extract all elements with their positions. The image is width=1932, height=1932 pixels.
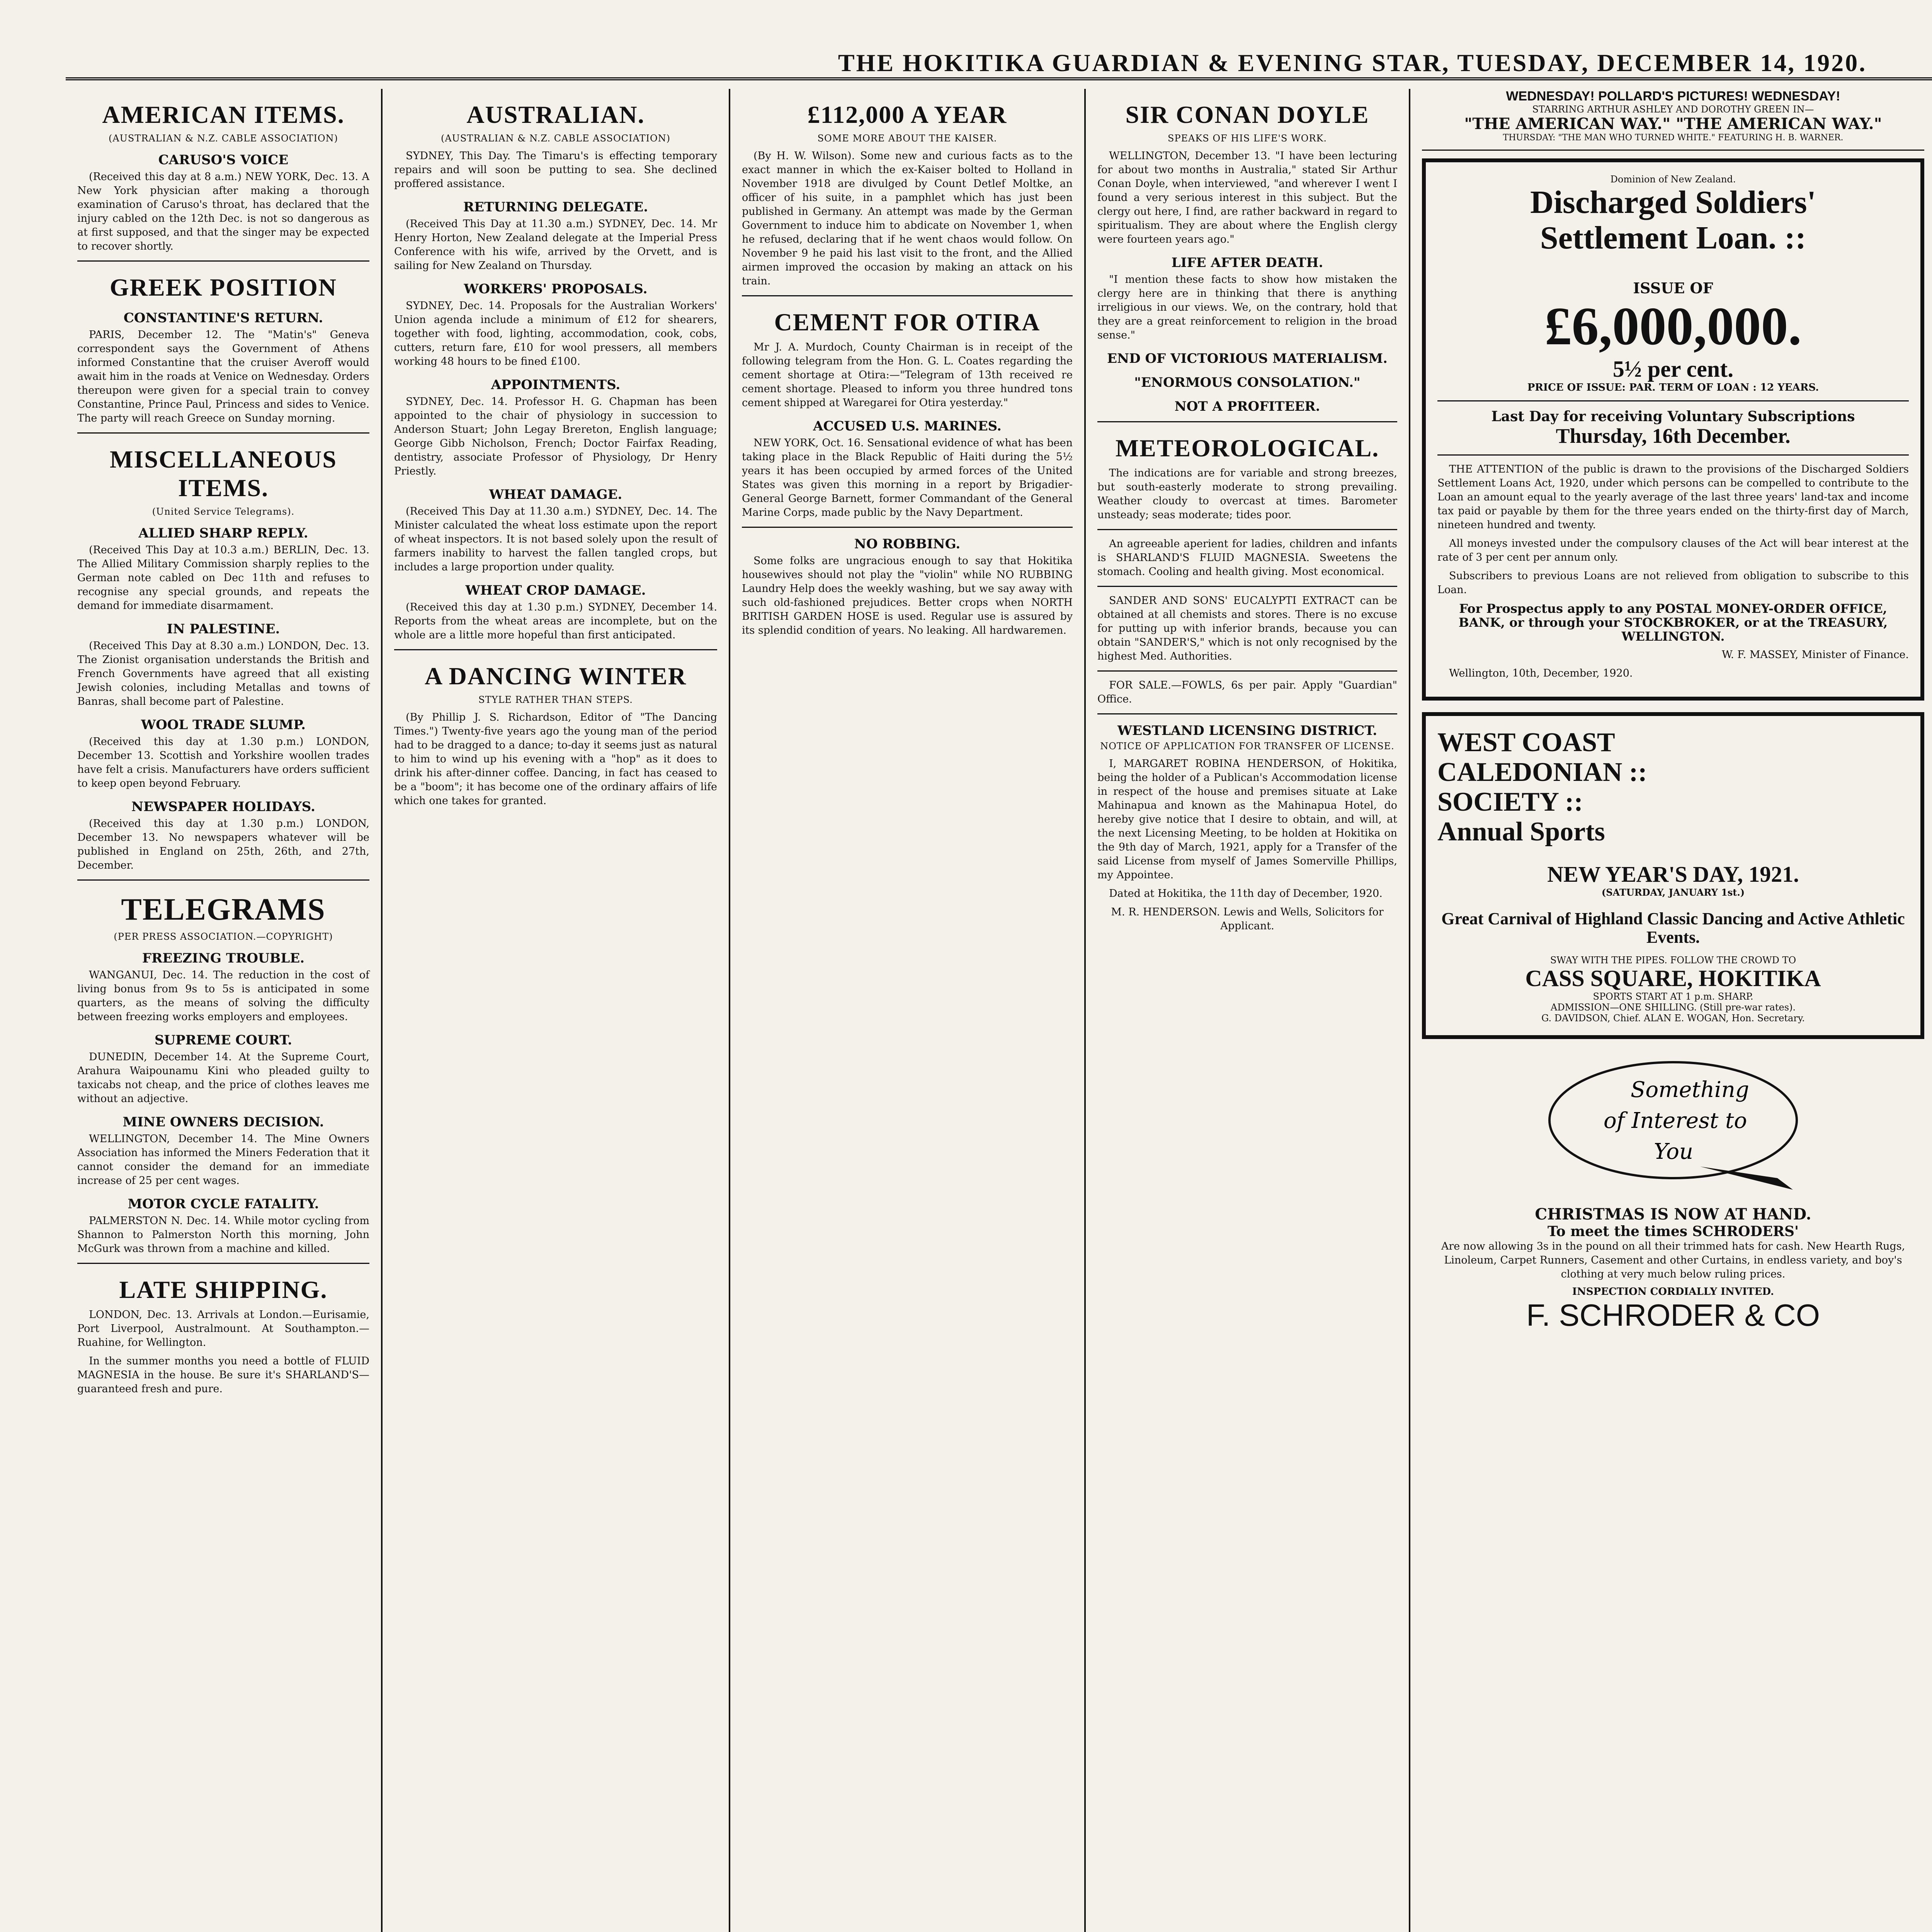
- loan-title-1: Discharged Soldiers': [1530, 184, 1816, 220]
- notice-body: I, MARGARET ROBINA HENDERSON, of Hokitika, being the holder of a Publican's Accommodation license in respect of the house and premises situate at Lake Mahinapua and known as the Mahinapua Hotel, do hereby give notice that I desire to obtain, and will, at the next Licensing Meeting, to be holden at Hokitika on the 9th day of March, 1921, apply for a Transfer of the said License from myself of James Somerville Phillips, my Appointee.: [1097, 758, 1397, 881]
- divider: [1437, 454, 1909, 456]
- loan-last-day: Last Day for receiving Voluntary Subscriptions: [1491, 408, 1855, 425]
- xmas-body: Are now allowing 3s in the pound on all their trimmed hats for cash. New Hearth Rugs, Linoleum, Carpet Runners, Casement and other Curtains, in endless variety, and boy's clothing at very much below ruling prices.: [1441, 1240, 1905, 1280]
- divider: [1422, 150, 1924, 151]
- advert-head: NO ROBBING.: [854, 536, 961, 552]
- loan-attention: THE ATTENTION of the public is drawn to the provisions of the Discharged Soldiers Settlement Loans Act, 1920, under which persons can be compelled to contribute to the Loan an amount equal to the yearly average of the last three years' land-tax and income tax paid or payable by them for the three years ended on the thirty-first day of March, nineteen hundred and twenty.: [1437, 463, 1909, 531]
- advert-text: An agreeable aperient for ladies, children and infants is SHARLAND'S FLUID MAGNESIA. Sweetens the stomach. Cooling and health giving. Most economical.: [1097, 538, 1397, 578]
- cable-credit: (AUSTRALIAN & N.Z. CABLE ASSOCIATION): [440, 133, 671, 144]
- caledonian-advert: [1422, 712, 1924, 1039]
- divider: [1097, 586, 1397, 587]
- loan-subscribers: Subscribers to previous Loans are not relieved from obligation to subscribe to this Loan.: [1437, 570, 1909, 596]
- section-cement: CEMENT FOR OTIRA: [774, 308, 1041, 336]
- article-body: PARIS, December 12. The "Matin's" Geneva correspondent says the Government of Athens informed Constantine that the cruiser Averoff would await him in the roads at Venice on Wednesday. Orders thereupon were given for a special train to convey Constantine, Prince Paul, Princess and sides to Venice. The party will reach Greece on Sunday morning.: [77, 329, 369, 424]
- article-body: The indications are for variable and strong breezes, but south-easterly moderate to strong prevailing. Weather cloudy to overcast at times. Barometer unsteady; seas moderate; tides poor.: [1097, 467, 1397, 521]
- loan-moneys: All moneys invested under the compulsory clauses of the Act will bear interest at the rate of 3 per cent per annum only.: [1437, 537, 1909, 564]
- article-head: WHEAT CROP DAMAGE.: [465, 583, 646, 598]
- caledonian-venue: CASS SQUARE, HOKITIKA: [1525, 965, 1821, 991]
- section-shipping: LATE SHIPPING.: [119, 1276, 328, 1303]
- article-body: "I mention these facts to show how mistaken the clergy here are in thinking that there is anything irreligious in our views. We, on the contrary, hold that they are a great reinforcement to religion in the broad sense.": [1097, 274, 1397, 341]
- caledonian-line-4: Annual Sports: [1437, 817, 1605, 847]
- article-body: (By Phillip J. S. Richardson, Editor of "The Dancing Times.") Twenty-five years ago the young man of the period had to be dragged to a dance; to-day it seems just as natural to him to wind up his evening with a "hop" as it does to drink his after-dinner coffee. Dancing, in fact has ceased to be a "boom"; it has become one of the ordinary affairs of life which one takes for granted.: [394, 711, 717, 807]
- article-head: IN PALESTINE.: [167, 621, 280, 637]
- article-head: CARUSO'S VOICE: [158, 152, 289, 168]
- article-body: SYDNEY, Dec. 14. Proposals for the Australian Workers' Union agenda include a minimum of £12 for shearers, together with food, lighting, accommodation, cook, cobs, cutters, return fare, £10 for wool pressers, all members working 48 hours to be fined £100.: [394, 300, 717, 367]
- notice-subhead: NOTICE OF APPLICATION FOR TRANSFER OF LICENSE.: [1100, 741, 1395, 752]
- pen-hand-icon: [1538, 1051, 1808, 1197]
- article-body: NEW YORK, Oct. 16. Sensational evidence of what has been taking place in the Black Republic of Haiti during the 5½ years it has been occupied by armed forces of the United States was given this morning in a report by Brigadier-General George Barnett, former Commandant of the General Marine Corps, made public by the Navy Department.: [742, 437, 1073, 519]
- pictures-line-4: THURSDAY: "THE MAN WHO TURNED WHITE." FEATURING H. B. WARNER.: [1503, 133, 1844, 143]
- loan-signature: W. F. MASSEY, Minister of Finance.: [1721, 649, 1909, 661]
- loan-prospectus: For Prospectus apply to any POSTAL MONEY-ORDER OFFICE, BANK, or through your STOCKBROKER, or at the TREASURY, WELLINGTON.: [1458, 601, 1888, 644]
- xmas-inspection: INSPECTION CORDIALLY INVITED.: [1572, 1286, 1774, 1298]
- section-misc: MISCELLANEOUS ITEMS.: [110, 446, 337, 502]
- article-body: WELLINGTON, December 13. "I have been lecturing for about two months in Australia," stated Sir Arthur Conan Doyle, when interviewed, "and wherever I went I found a very serious interest in this subject. But the clergy out here, I find, are rather backward in regard to spiritualism. They are about where the English clergy were fourteen years ago.": [1097, 150, 1397, 245]
- article-body: WELLINGTON, December 14. The Mine Owners Association has informed the Miners Federation that it cannot consider the demand for an immediate increase of 25 per cent wages.: [77, 1133, 369, 1187]
- advert-text: SANDER AND SONS' EUCALYPTI EXTRACT can be obtained at all chemists and stores. There is no excuse for putting up with inferior brands, because you can obtain "SANDER'S," which is not only recognised by the highest Med. Authorities.: [1097, 595, 1397, 662]
- divider: [1437, 400, 1909, 401]
- article-body: Mr J. A. Murdoch, County Chairman is in receipt of the following telegram from the Hon. G. L. Coates regarding the cement shortage at Otira:—"Telegram of 13th received re cement shortage. Pleased to inform you three hundred tons cement shipped at Waregarei for Otira yesterday.": [742, 341, 1073, 409]
- loan-dominion: Dominion of New Zealand.: [1610, 174, 1736, 185]
- pictures-line-1: WEDNESDAY! POLLARD'S PICTURES! WEDNESDAY!: [1506, 89, 1840, 104]
- divider: [1097, 421, 1397, 422]
- loan-issue: ISSUE OF: [1633, 279, 1713, 297]
- article-subhead: SPEAKS OF HIS LIFE'S WORK.: [1167, 133, 1327, 144]
- article-head: CONSTANTINE'S RETURN.: [123, 310, 323, 326]
- credit: (PER PRESS ASSOCIATION.—COPYRIGHT): [114, 931, 333, 942]
- loan-advert: [1422, 158, 1924, 701]
- classified-ad: FOR SALE.—FOWLS, 6s per pair. Apply "Guardian" Office.: [1097, 679, 1397, 705]
- loan-place: Wellington, 10th, December, 1920.: [1449, 667, 1633, 680]
- article-head: FREEZING TROUBLE.: [142, 951, 305, 966]
- section-meteorological: METEOROLOGICAL.: [1115, 434, 1379, 462]
- divider: [77, 1263, 369, 1264]
- divider: [77, 260, 369, 262]
- column-2: [383, 89, 730, 1932]
- section-dancing: A DANCING WINTER: [424, 662, 687, 690]
- credit: (United Service Telegrams).: [152, 506, 295, 517]
- article-head: NOT A PROFITEER.: [1174, 399, 1320, 414]
- loan-title-2: Settlement Loan. ::: [1540, 220, 1806, 256]
- advert-text: In the summer months you need a bottle of FLUID MAGNESIA in the house. Be sure it's SHARLAND'S—guaranteed fresh and pure.: [77, 1355, 369, 1395]
- caledonian-line-1: WEST COAST: [1437, 728, 1615, 758]
- article-head: MINE OWNERS DECISION.: [122, 1114, 324, 1130]
- divider: [1097, 670, 1397, 672]
- notice-signature: M. R. HENDERSON. Lewis and Wells, Solicitors for Applicant.: [1111, 906, 1384, 932]
- section-kaiser: £112,000 A YEAR: [807, 101, 1007, 128]
- loan-date: Thursday, 16th December.: [1556, 424, 1791, 447]
- interest-text-2: of Interest to: [1604, 1108, 1747, 1133]
- caledonian-date: NEW YEAR'S DAY, 1921.: [1547, 862, 1799, 887]
- article-body: (Received this day at 8 a.m.) NEW YORK, Dec. 13. A New York physician after making a thorough examination of Caruso's throat, has declared that the injury cabled on the 12th Dec. is not so dangerous as at first supposed, and that the singer may be expected to recover shortly.: [77, 171, 369, 252]
- article-body: WANGANUI, Dec. 14. The reduction in the cost of living bonus from 9s to 5s is anticipated in some quarters, as the means of solving the difficulty between freezing works employers and employees.: [77, 969, 369, 1023]
- column-3: [730, 89, 1086, 1932]
- caledonian-date-sub: (SATURDAY, JANUARY 1st.): [1601, 886, 1745, 898]
- cable-credit: (AUSTRALIAN & N.Z. CABLE ASSOCIATION): [108, 133, 338, 144]
- article-body: LONDON, Dec. 13. Arrivals at London.—Eurisamie, Port Liverpool, Australmount. At Southampton.—Ruahine, for Wellington.: [77, 1309, 369, 1349]
- caledonian-carnival: Great Carnival of Highland Classic Dancing and Active Athletic Events.: [1441, 909, 1905, 947]
- divider: [394, 649, 717, 650]
- loan-amount: £6,000,000.: [1544, 296, 1802, 356]
- article-head: RETURNING DELEGATE.: [463, 199, 648, 215]
- article-head: MOTOR CYCLE FATALITY.: [128, 1196, 319, 1212]
- section-telegrams: TELEGRAMS: [121, 893, 326, 927]
- article-head: END OF VICTORIOUS MATERIALISM.: [1107, 351, 1388, 366]
- caledonian-line-2: CALEDONIAN ::: [1437, 757, 1647, 787]
- article-body: PALMERSTON N. Dec. 14. While motor cycling from Shannon to Palmerston North this morning, John McGurk was thrown from a machine and killed.: [77, 1215, 369, 1255]
- article-body: (By H. W. Wilson). Some new and curious facts as to the exact manner in which the ex-Kaiser bolted to Holland in November 1918 are divulged by Count Detlef Moltke, an officer of his suite, in a pamphlet which has just been published in Germany. An attempt was made by the German Government to induce him to abdicate on November 1, when he refused, declaring that if he went chaos would follow. On November 9 he paid his last visit to the front, and the Allied airmen improved the occasion by making an attack on his train.: [742, 150, 1073, 287]
- article-head: "ENORMOUS CONSOLATION.": [1134, 375, 1361, 390]
- divider: [77, 432, 369, 434]
- masthead-title: THE HOKITIKA GUARDIAN & EVENING STAR, TUESDAY, DECEMBER 14, 1920.: [838, 49, 1867, 77]
- schroder-name: F. SCHRODER & CO: [1526, 1298, 1820, 1332]
- divider: [77, 879, 369, 881]
- divider: [742, 527, 1073, 528]
- section-greek: GREEK POSITION: [109, 274, 337, 301]
- article-head: ALLIED SHARP REPLY.: [138, 526, 308, 541]
- divider: [1097, 529, 1397, 530]
- column-1: [66, 89, 383, 1932]
- interest-text-1: Something: [1631, 1077, 1749, 1102]
- article-body: (Received this day at 1.30 p.m.) SYDNEY, December 14. Reports from the wheat areas are incomplete, but on the whole are a little more hopeful than first anticipated.: [394, 601, 717, 641]
- caledonian-officers: G. DAVIDSON, Chief. ALAN E. WOGAN, Hon. Secretary.: [1541, 1012, 1805, 1024]
- interest-illustration: [1538, 1051, 1808, 1197]
- pictures-line-2: STARRING ARTHUR ASHLEY AND DOROTHY GREEN IN—: [1532, 104, 1814, 115]
- caledonian-admission: ADMISSION—ONE SHILLING. (Still pre-war rates).: [1551, 1002, 1796, 1013]
- xmas-line-2: To meet the times SCHRODERS': [1547, 1223, 1799, 1240]
- caledonian-line-3: SOCIETY ::: [1437, 787, 1583, 817]
- masthead: [66, 31, 1932, 80]
- article-body: DUNEDIN, December 14. At the Supreme Court, Arahura Waipounamu Kini who pleaded guilty to taxicabs not cheap, and the price of clothes leaves me without an adjective.: [77, 1051, 369, 1105]
- article-body: (Received This Day at 11.30 a.m.) SYDNEY, Dec. 14. Mr Henry Horton, New Zealand delegate at the Imperial Press Conference with his wife, arrived by the Orvett, and is sailing for New Zealand on Thursday.: [394, 218, 717, 272]
- article-body: (Received This Day at 10.3 a.m.) BERLIN, Dec. 13. The Allied Military Commission sharply replies to the German note cabled on Dec 11th and refuses to recognise any special grounds, and repeats the demand for immediate disarmament.: [77, 544, 369, 612]
- section-american: AMERICAN ITEMS.: [102, 101, 345, 128]
- column-4: [1086, 89, 1410, 1932]
- article-head: NEWSPAPER HOLIDAYS.: [131, 799, 315, 815]
- divider: [742, 295, 1073, 296]
- article-head: WOOL TRADE SLUMP.: [141, 717, 306, 733]
- caledonian-time: SPORTS START AT 1 p.m. SHARP.: [1593, 991, 1753, 1002]
- article-body: SYDNEY, Dec. 14. Professor H. G. Chapman has been appointed to the chair of physiology in succession to Anderson Stuart; John Legay Brereton, English language; George Gibb Nicholson, French; Doctor Fairfax Reading, dentistry, associate Professor of Physiology, Dr Henry Priestly.: [394, 396, 717, 477]
- xmas-line-1: CHRISTMAS IS NOW AT HAND.: [1535, 1205, 1811, 1223]
- column-5: [1410, 89, 1932, 1932]
- notice-head: WESTLAND LICENSING DISTRICT.: [1117, 723, 1378, 738]
- article-head: SUPREME COURT.: [154, 1032, 293, 1048]
- advert-text: Some folks are ungracious enough to say that Hokitika housewives should not play the "violin" while NO RUBBING Laundry Help does the weekly washing, but we say away with such old-fashioned prejudices. Better crops when NORTH BRITISH GARDEN HOSE is used. Regular use is assured by its splendid condition of years. No leaking. All hardwaremen.: [742, 555, 1073, 636]
- pictures-line-3: "THE AMERICAN WAY." "THE AMERICAN WAY.": [1464, 115, 1882, 133]
- article-head: WORKERS' PROPOSALS.: [464, 281, 648, 297]
- article-subhead: STYLE RATHER THAN STEPS.: [478, 694, 633, 705]
- article-head: ACCUSED U.S. MARINES.: [813, 418, 1002, 434]
- article-body: (Received This Day at 8.30 a.m.) LONDON, Dec. 13. The Zionist organisation understands the British and French Governments have agreed that all existing Jewish colonies, including Metallas and towns of Banras, shall become part of Palestine.: [77, 640, 369, 707]
- interest-text-3: You: [1654, 1139, 1693, 1164]
- article-head: LIFE AFTER DEATH.: [1171, 255, 1323, 270]
- loan-rate: 5½ per cent.: [1612, 356, 1734, 382]
- article-body: (Received This Day at 11.30 a.m.) SYDNEY, Dec. 14. The Minister calculated the wheat loss estimate upon the report of wheat inspectors. It is not based solely upon the result of farmers inability to harvest the fallen tangled crops, but includes a large proportion under quality.: [394, 505, 717, 573]
- section-australian: AUSTRALIAN.: [466, 101, 645, 128]
- divider: [1097, 713, 1397, 714]
- article-subhead: SOME MORE ABOUT THE KAISER.: [817, 133, 997, 144]
- notice-date: Dated at Hokitika, the 11th day of December, 1920.: [1109, 888, 1383, 900]
- section-doyle: SIR CONAN DOYLE: [1125, 101, 1369, 128]
- article-head: APPOINTMENTS.: [491, 377, 621, 393]
- loan-terms: PRICE OF ISSUE: PAR. TERM OF LOAN : 12 YEARS.: [1527, 381, 1819, 393]
- article-body: (Received this day at 1.30 p.m.) LONDON, December 13. No newspapers whatever will be published in England on 25th, 26th, and 27th, December.: [77, 818, 369, 871]
- caledonian-sway: SWAY WITH THE PIPES. FOLLOW THE CROWD TO: [1550, 954, 1796, 966]
- article-body: (Received this day at 1.30 p.m.) LONDON, December 13. Scottish and Yorkshire woollen trades have felt a crisis. Manufacturers have orders sufficient to keep open beyond February.: [77, 736, 369, 789]
- article-body: SYDNEY, This Day. The Timaru's is effecting temporary repairs and will soon be putting to sea. She declined proffered assistance.: [394, 150, 717, 190]
- article-head: WHEAT DAMAGE.: [489, 487, 622, 502]
